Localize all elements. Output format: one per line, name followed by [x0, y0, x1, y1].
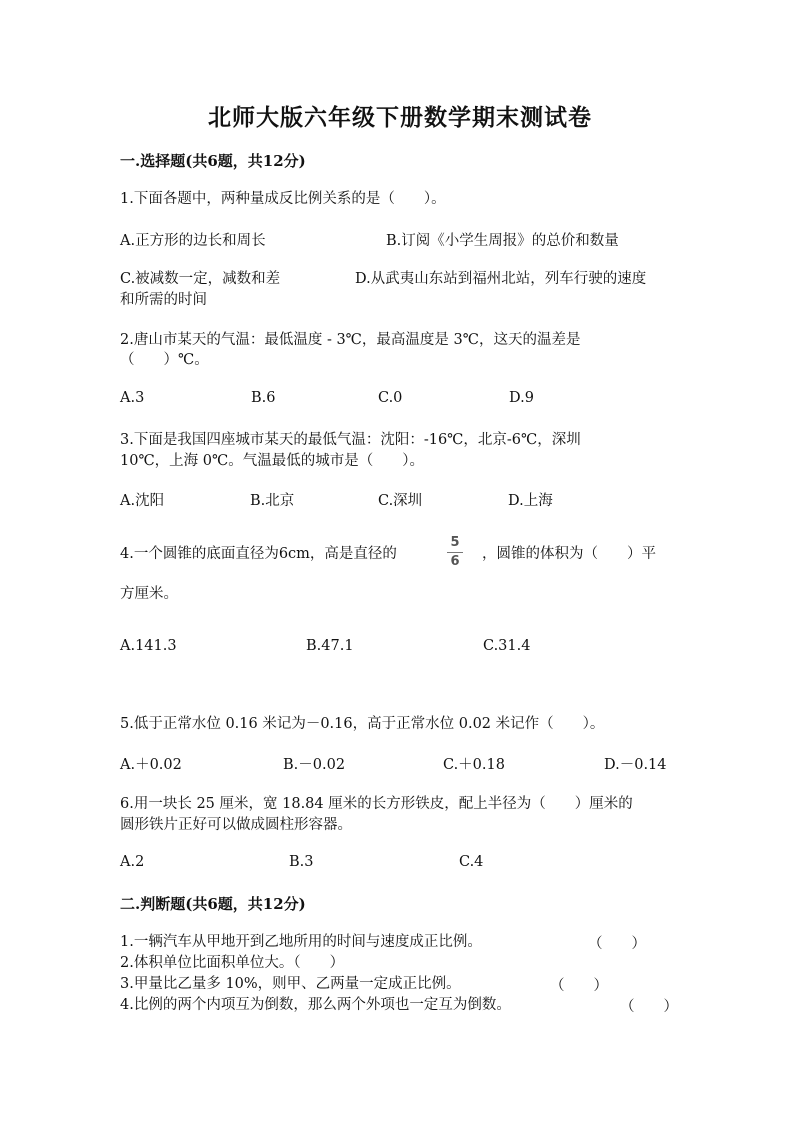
- q2-option-a[interactable]: A.3: [120, 390, 145, 406]
- q4-stem: 4.一个圆锥的底面直径为6cm，高是直径的: [120, 546, 397, 562]
- q4-fraction-numerator: 5: [450, 535, 460, 550]
- q4-fraction-bar: [447, 552, 463, 553]
- q3-stem: 3.下面是我国四座城市某天的最低气温：沈阳：-16℃，北京-6℃，深圳: [120, 432, 581, 448]
- page-title: 北师大版六年级下册数学期末测试卷: [208, 104, 592, 131]
- q1-option-c[interactable]: C.被减数一定，减数和差: [120, 271, 281, 287]
- q5-option-d[interactable]: D.－0.14: [604, 757, 667, 773]
- q3-stem-cont: 10℃，上海 0℃。气温最低的城市是（ ）。: [120, 453, 424, 469]
- q2-stem: 2.唐山市某天的气温：最低温度 - 3℃，最高温度是 3℃，这天的温差是: [120, 332, 581, 348]
- q6-stem-cont: 圆形铁片正好可以做成圆柱形容器。: [120, 817, 352, 833]
- q2-option-c[interactable]: C.0: [378, 390, 403, 406]
- q5-stem: 5.低于正常水位 0.16 米记为－0.16，高于正常水位 0.02 米记作（ ）。: [120, 716, 605, 732]
- q2-option-b[interactable]: B.6: [251, 390, 276, 406]
- q6-option-b[interactable]: B.3: [289, 854, 314, 870]
- q5-option-a[interactable]: A.＋0.02: [120, 757, 182, 773]
- q4-stem-tail: ，圆锥的体积为（ ）平: [482, 546, 656, 562]
- q1-option-b[interactable]: B.订阅《小学生周报》的总价和数量: [386, 233, 619, 249]
- q3-option-a[interactable]: A.沈阳: [120, 493, 165, 509]
- q5-option-c[interactable]: C.＋0.18: [443, 757, 505, 773]
- q3-option-c[interactable]: C.深圳: [378, 493, 423, 509]
- q6-option-a[interactable]: A.2: [120, 854, 145, 870]
- judge-item-2: 2.体积单位比面积单位大。（ ）: [120, 955, 345, 971]
- q4-stem-cont: 方厘米。: [120, 586, 178, 602]
- q3-option-d[interactable]: D.上海: [508, 493, 553, 509]
- judge-answer-3[interactable]: （ ）: [550, 978, 608, 994]
- q4-option-b[interactable]: B.47.1: [306, 638, 354, 654]
- q4-option-c[interactable]: C.31.4: [483, 638, 531, 654]
- q2-option-d[interactable]: D.9: [509, 390, 534, 406]
- q6-option-c[interactable]: C.4: [459, 854, 484, 870]
- q4-fraction-denominator: 6: [450, 554, 460, 569]
- q6-stem: 6.用一块长 25 厘米，宽 18.84 厘米的长方形铁皮，配上半径为（ ）厘米的: [120, 796, 633, 812]
- q4-fraction: [444, 536, 466, 569]
- judge-item-4: 4.比例的两个内项互为倒数，那么两个外项也一定互为倒数。: [120, 997, 511, 1013]
- q3-option-b[interactable]: B.北京: [250, 493, 295, 509]
- section-judge-heading: 二.判断题(共6题，共12分): [120, 895, 306, 913]
- q4-option-a[interactable]: A.141.3: [120, 638, 177, 654]
- q1-stem: 1.下面各题中，两种量成反比例关系的是（ ）。: [120, 191, 446, 207]
- q5-option-b[interactable]: B.－0.02: [283, 757, 346, 773]
- q1-option-d[interactable]: D.从武夷山东站到福州北站，列车行驶的速度: [355, 271, 647, 287]
- judge-item-1: 1.一辆汽车从甲地开到乙地所用的时间与速度成正比例。: [120, 934, 482, 950]
- judge-answer-1[interactable]: （ ）: [588, 936, 646, 952]
- q1-option-a[interactable]: A.正方形的边长和周长: [120, 233, 266, 249]
- section-choice-heading: 一.选择题(共6题，共12分): [120, 152, 306, 170]
- q2-stem-cont: （ ）℃。: [120, 352, 209, 368]
- judge-answer-4[interactable]: （ ）: [620, 999, 678, 1015]
- q1-option-d-cont: 和所需的时间: [120, 292, 207, 308]
- judge-item-3: 3.甲量比乙量多 10%，则甲、乙两量一定成正比例。: [120, 976, 461, 992]
